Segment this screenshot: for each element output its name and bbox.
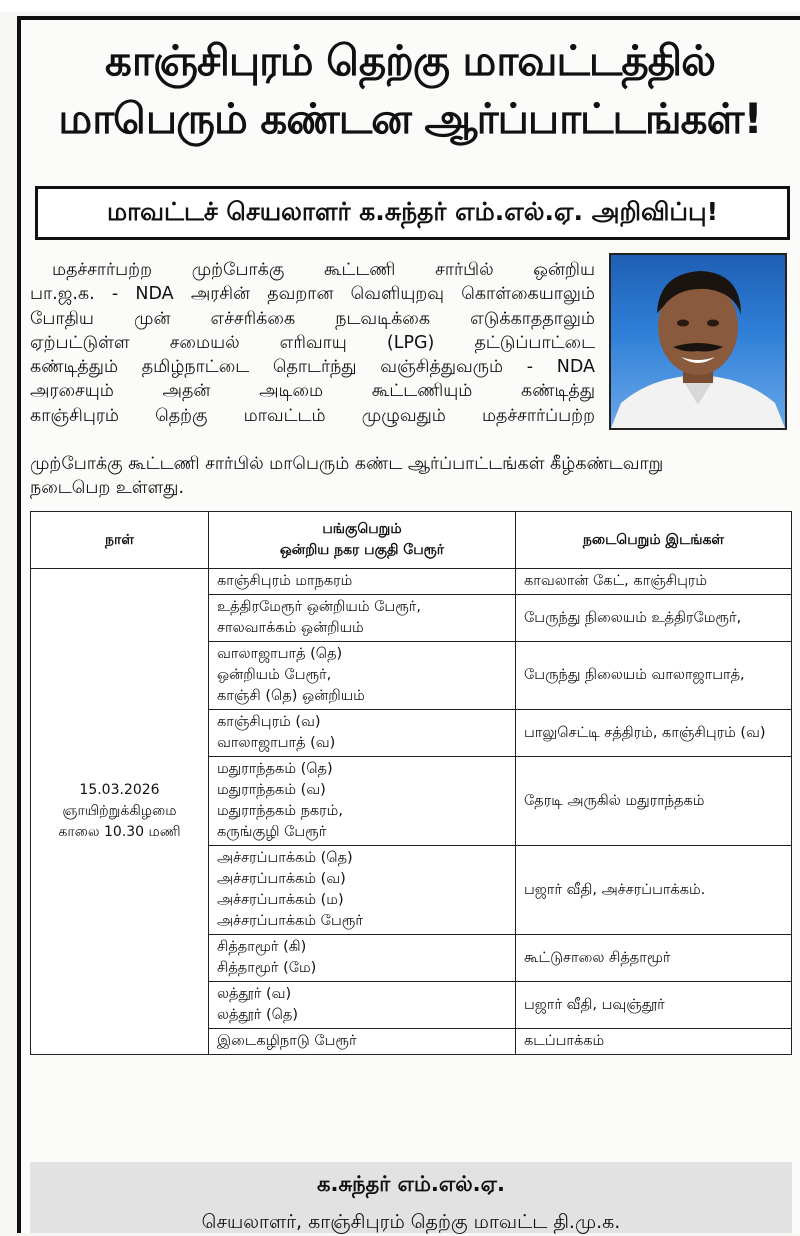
body-line: பா.ஜ.க. - NDA அரசின் தவறான வெளியுறவு கொள்கையாலும் — [30, 284, 595, 305]
place-cell: காவலான் கேட், காஞ்சிபுரம் — [516, 569, 792, 595]
header-date: நாள் — [31, 512, 209, 569]
signatory-name: க.சுந்தர் எம்.எல்.ஏ. — [317, 1172, 505, 1196]
body-line: முற்போக்கு கூட்டணி சார்பில் மாபெரும் கண்ட ஆர்ப்பாட்டங்கள் கீழ்கண்டவாறு — [30, 454, 664, 474]
body-line: ஏற்பட்டுள்ள சமையல் எரிவாயு (LPG) தட்டுப்பாட்டை — [30, 332, 595, 353]
body-line: மதச்சார்பற்ற முற்போக்கு கூட்டணி சார்பில் ஒன்றிய — [52, 260, 595, 280]
top-strip — [0, 0, 800, 12]
body-line: காஞ்சிபுரம் தெற்கு மாவட்டம் முழுவதும் மதச்சார்ப்பற்ற — [30, 405, 595, 426]
place-cell: கூட்டுசாலை சித்தாமூர் — [516, 935, 792, 982]
units-cell: வாலாஜாபாத் (தெ) ஒன்றியம் பேரூர், காஞ்சி (தெ) ஒன்றியம் — [209, 642, 516, 710]
header-units: பங்குபெறும் ஒன்றிய நகர பகுதி பேரூர் — [209, 512, 516, 569]
place-cell: தேரடி அருகில் மதுராந்தகம் — [516, 757, 792, 846]
place-cell: பேருந்து நிலையம் வாலாஜாபாத், — [516, 642, 792, 710]
body-paragraph-tail — [30, 452, 790, 501]
day-text: ஞாயிற்றுக்கிழமை — [62, 803, 177, 819]
header-places: நடைபெறும் இடங்கள் — [516, 512, 792, 569]
place-cell: பஜார் வீதி, அச்சரப்பாக்கம். — [516, 846, 792, 935]
place-cell: பேருந்து நிலையம் உத்திரமேரூர், — [516, 595, 792, 642]
schedule-table — [30, 511, 792, 1055]
headline-line-1: காஞ்சிபுரம் தெற்கு மாவட்டத்தில் — [105, 36, 715, 85]
units-cell: லத்தூர் (வ) லத்தூர் (தெ) — [209, 982, 516, 1029]
date-cell — [31, 569, 209, 1055]
body-line: அரசையும் அதன் அடிமை கூட்டணியும் கண்டித்து — [30, 381, 595, 402]
units-cell: இடைகழிநாடு பேரூர் — [209, 1029, 516, 1055]
date-text: 15.03.2026 — [79, 782, 160, 798]
place-cell: கடப்பாக்கம் — [516, 1029, 792, 1055]
units-cell: அச்சரப்பாக்கம் (தெ) அச்சரப்பாக்கம் (வ) அச்சரப்பாக்கம் (ம) அச்சரப்பாக்கம் பேரூர் — [209, 846, 516, 935]
units-cell: காஞ்சிபுரம் (வ) வாலாஜாபாத் (வ) — [209, 710, 516, 757]
place-cell: பஜார் வீதி, பவுஞ்தூர் — [516, 982, 792, 1029]
units-cell: மதுராந்தகம் (தெ) மதுராந்தகம் (வ) மதுராந்தகம் நகரம், கருங்குழி பேரூர் — [209, 757, 516, 846]
place-cell: பாலுசெட்டி சத்திரம், காஞ்சிபுரம் (வ) — [516, 710, 792, 757]
table-row — [31, 569, 792, 595]
body-line: கண்டித்தும் தமிழ்நாட்டை தொடர்ந்து வஞ்சித்துவரும் - NDA — [30, 357, 595, 378]
subheading-box — [35, 186, 790, 240]
portrait-photo — [609, 253, 787, 430]
signature-footer — [30, 1162, 792, 1233]
body-line: போதிய முன் எச்சரிக்கை நடவடிக்கை எடுக்காததாலும் — [30, 308, 595, 329]
time-text: காலை 10.30 மணி — [58, 824, 181, 840]
signatory-role: செயலாளர், காஞ்சிபுரம் தெற்கு மாவட்ட தி.மு.க. — [201, 1211, 621, 1233]
subheading: மாவட்டச் செயலாளர் க.சுந்தர் எம்.எல்.ஏ. அறிவிப்பு! — [106, 196, 719, 226]
portrait-illustration — [611, 255, 785, 428]
units-cell: காஞ்சிபுரம் மாநகரம் — [209, 569, 516, 595]
headline-line-2: மாபெரும் கண்டன ஆர்ப்பாட்டங்கள்! — [58, 94, 762, 143]
units-cell: சித்தாமூர் (கி) சித்தாமூர் (மே) — [209, 935, 516, 982]
units-cell: உத்திரமேரூர் ஒன்றியம் பேரூர், சாலவாக்கம் ஒன்றியம் — [209, 595, 516, 642]
body-line: நடைபெற உள்ளது. — [30, 478, 185, 499]
table-header-row — [31, 512, 792, 569]
body-paragraph — [30, 258, 595, 428]
headline — [25, 32, 795, 148]
